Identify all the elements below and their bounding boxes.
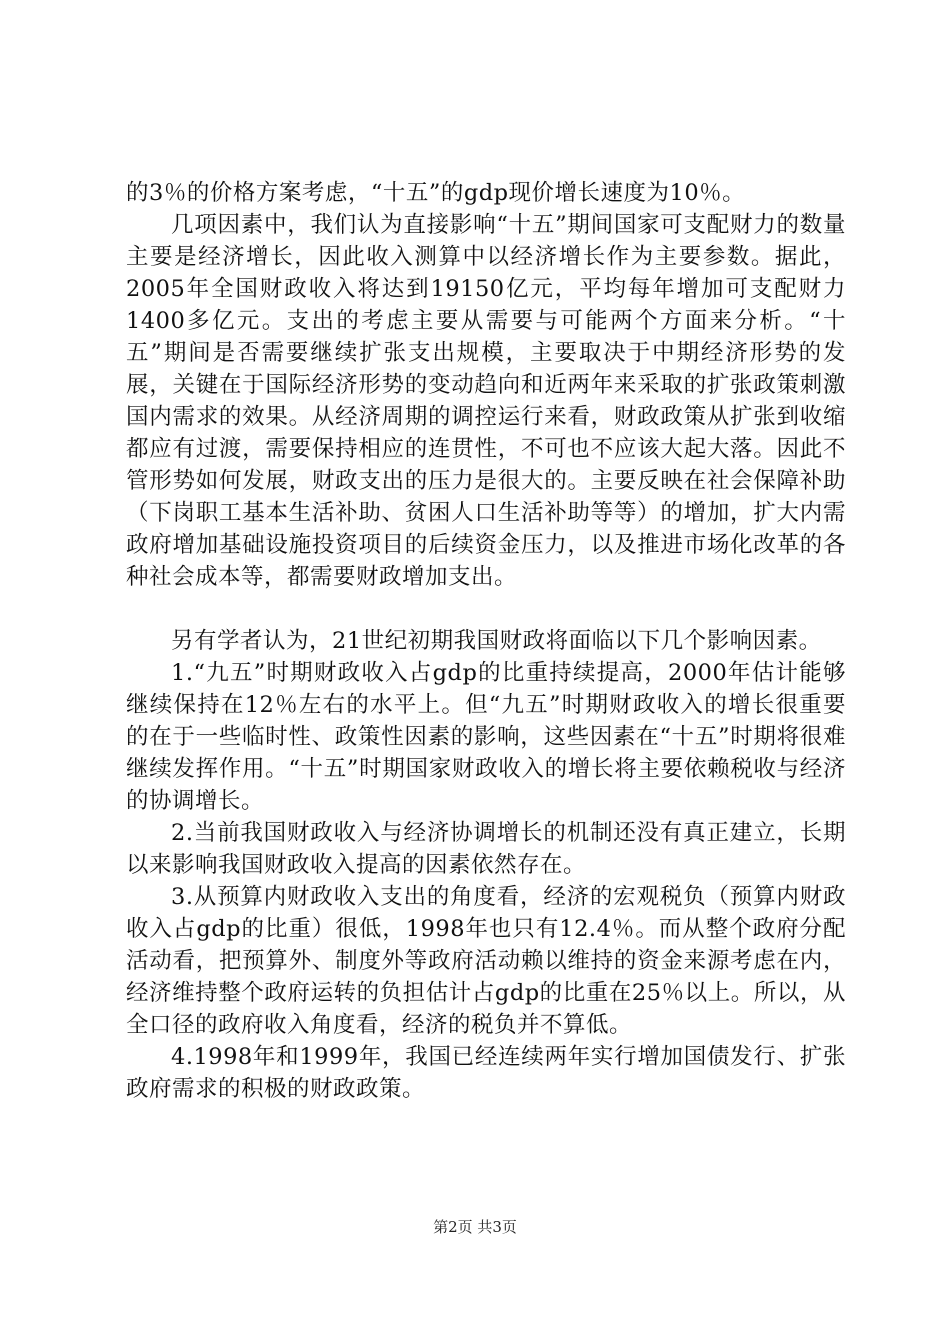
paragraph-fiscal-capacity: 几项因素中，我们认为直接影响“十五”期间国家可支配财力的数量主要是经济增长，因此收入测算中以经济增长作为主要参数。据此，2005年全国财政收入将达到19150亿元，平均每年增加可支配财力1400多亿元。支出的考虑主要从需要与可能两个方面来分析。“十五”期间是否需要继续扩张支出规模，主要取决于中期经济形势的发展，关键在于国际经济形势的变动趋向和近两年来采取的扩张政策刺激国内需求的效果。从经济周期的调控运行来看，财政政策从扩张到收缩都应有过渡，需要保持相应的连贯性，不可也不应该大起大落。因此不管形势如何发展，财政支出的压力是很大的。主要反映在社会保障补助（下岗职工基本生活补助、贫困人口生活补助等等）的增加，扩大内需政府增加基础设施投资项目的后续资金压力，以及推进市场化改革的各种社会成本等，都需要财政增加支出。: [126, 212, 846, 590]
paragraph-item-2: 2.当前我国财政收入与经济协调增长的机制还没有真正建立，长期以来影响我国财政收入提高的因素依然存在。: [126, 820, 846, 878]
paragraph-item-3: 3.从预算内财政收入支出的角度看，经济的宏观税负（预算内财政收入占gdp的比重）很低，1998年也只有12.4％。而从整个政府分配活动看，把预算外、制度外等政府活动赖以维持的资金来源考虑在内，经济维持整个政府运转的负担估计占gdp的比重在25％以上。所以，从全口径的政府收入角度看，经济的税负并不算低。: [126, 884, 846, 1038]
page-footer: 第2页 共3页: [433, 1218, 517, 1236]
paragraph-item-4: 4.1998年和1999年，我国已经连续两年实行增加国债发行、扩张政府需求的积极的财政政策。: [126, 1044, 846, 1102]
paragraph-scholar-view: 另有学者认为，21世纪初期我国财政将面临以下几个影响因素。: [171, 628, 822, 654]
paragraph-continuation: 的3％的价格方案考虑，“十五”的gdp现价增长速度为10％。: [126, 180, 746, 206]
document-body: [126, 177, 846, 1105]
paragraph-item-1: 1.“九五”时期财政收入占gdp的比重持续提高，2000年估计能够继续保持在12％左右的水平上。但“九五”时期财政收入的增长很重要的在于一些临时性、政策性因素的影响，这些因素在“十五”时期将很难继续发挥作用。“十五”时期国家财政收入的增长将主要依赖税收与经济的协调增长。: [126, 660, 846, 814]
